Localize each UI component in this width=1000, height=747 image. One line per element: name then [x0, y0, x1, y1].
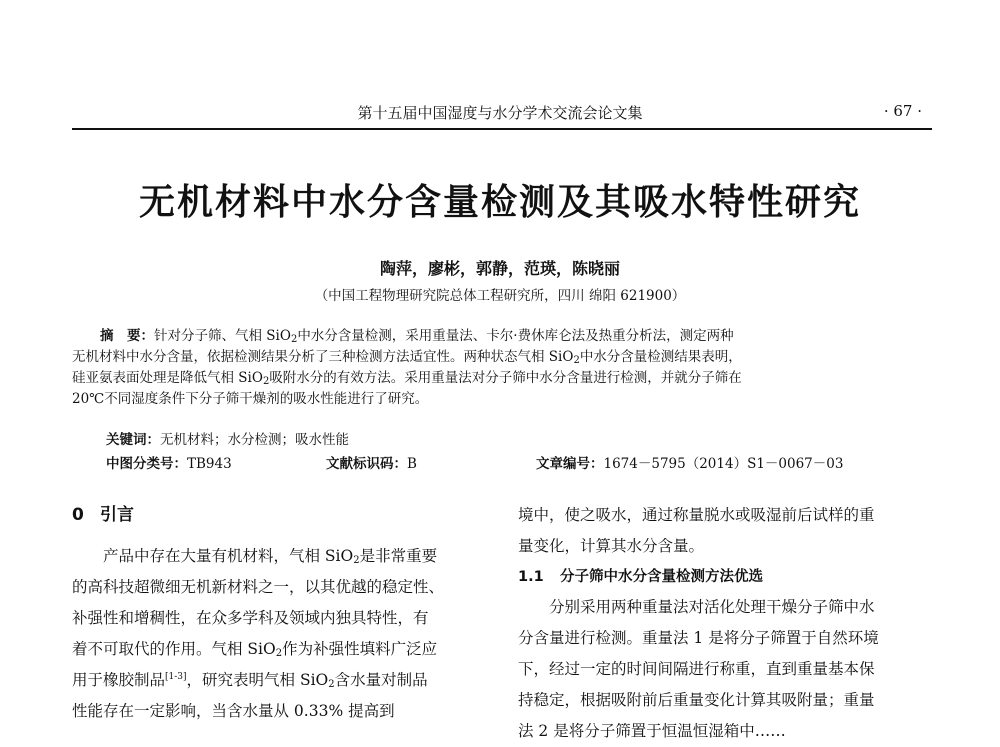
abstract — [72, 326, 932, 410]
paragraph-line: 补强性和增稠性，在众多学科及领域内独具特性，有 — [72, 609, 429, 627]
clc-number: 中图分类号：TB943 — [106, 456, 232, 472]
paragraph-line: 分含量进行检测。重量法 1 是将分子筛置于自然环境 — [518, 629, 879, 647]
paragraph-line: 下，经过一定的时间间隔进行称重，直到重量基本保 — [518, 660, 875, 678]
author-list: 陶萍，廖彬，郭静，范瑛，陈晓丽 — [379, 259, 620, 278]
article-number: 文章编号：1674－5795（2014）S1－0067－03 — [536, 456, 844, 472]
citation: [1-3] — [165, 672, 187, 682]
keywords-label: 关键词： — [106, 432, 160, 448]
keywords — [106, 428, 349, 448]
abstract-line: 20℃不同湿度条件下分子筛干燥剂的吸水性能进行了研究。 — [72, 391, 429, 407]
document-code: 文献标识码：B — [326, 456, 417, 472]
paragraph-line: 用于橡胶制品[1-3]，研究表明气相 SiO$_2$含水量对制品 — [72, 671, 428, 690]
page-number: · 67 · — [883, 102, 922, 120]
paragraph-line: 性能存在一定影响，当含水量从 0.33% 提高到 — [72, 702, 395, 720]
subsection-heading: 1.1 分子筛中水分含量检测方法优选 — [518, 569, 763, 585]
paragraph-line: 法 2 是将分子筛置于恒温恒湿箱中…… — [518, 722, 786, 740]
paragraph-line: 着不可取代的作用。气相 SiO$_2$作为补强性填料广泛应 — [72, 640, 438, 659]
keywords-value: 无机材料；水分检测；吸水性能 — [160, 432, 349, 448]
paragraph-line: 持稳定，根据吸附前后重量变化计算其吸附量；重量 — [518, 691, 875, 709]
paragraph-line: 分别采用两种重量法对活化处理干燥分子筛中水 — [549, 598, 875, 616]
paragraph-line: 量变化，计算其水分含量。 — [518, 537, 705, 555]
affiliation: （中国工程物理研究院总体工程研究所，四川 绵阳 621900） — [314, 288, 686, 304]
article-title: 无机材料中水分含量检测及其吸水特性研究 — [138, 182, 861, 223]
abstract-line: 摘 要：针对分子筛、气相 SiO$_2$中水分含量检测，采用重量法、卡尔·费休库仑法及热重分析法，测定两种 — [100, 328, 734, 345]
running-title: 第十五届中国湿度与水分学术交流会论文集 — [357, 104, 643, 122]
abstract-line: 硅亚氨表面处理是降低气相 SiO$_2$吸附水分的有效方法。采用重量法对分子筛中水分含量进行检测，并就分子筛在 — [72, 370, 742, 387]
abstract-line: 无机材料中水分含量，依据检测结果分析了三种检测方法适宜性。两种状态气相 SiO$_2$中水分含量检测结果表明， — [72, 349, 742, 366]
abstract-label: 摘 要： — [100, 328, 154, 344]
right-column — [518, 500, 930, 747]
running-header — [0, 100, 1000, 124]
paragraph-line: 境中，使之吸水，通过称量脱水或吸湿前后试样的重 — [518, 506, 875, 524]
left-column — [72, 500, 484, 727]
section-heading: 0 引言 — [72, 505, 134, 525]
paragraph-line: 的高科技超微细无机新材料之一，以其优越的稳定性、 — [72, 578, 445, 596]
paragraph-line: 产品中存在大量有机材料，气相 SiO$_2$是非常重要 — [103, 547, 438, 566]
header-rule — [72, 128, 932, 130]
